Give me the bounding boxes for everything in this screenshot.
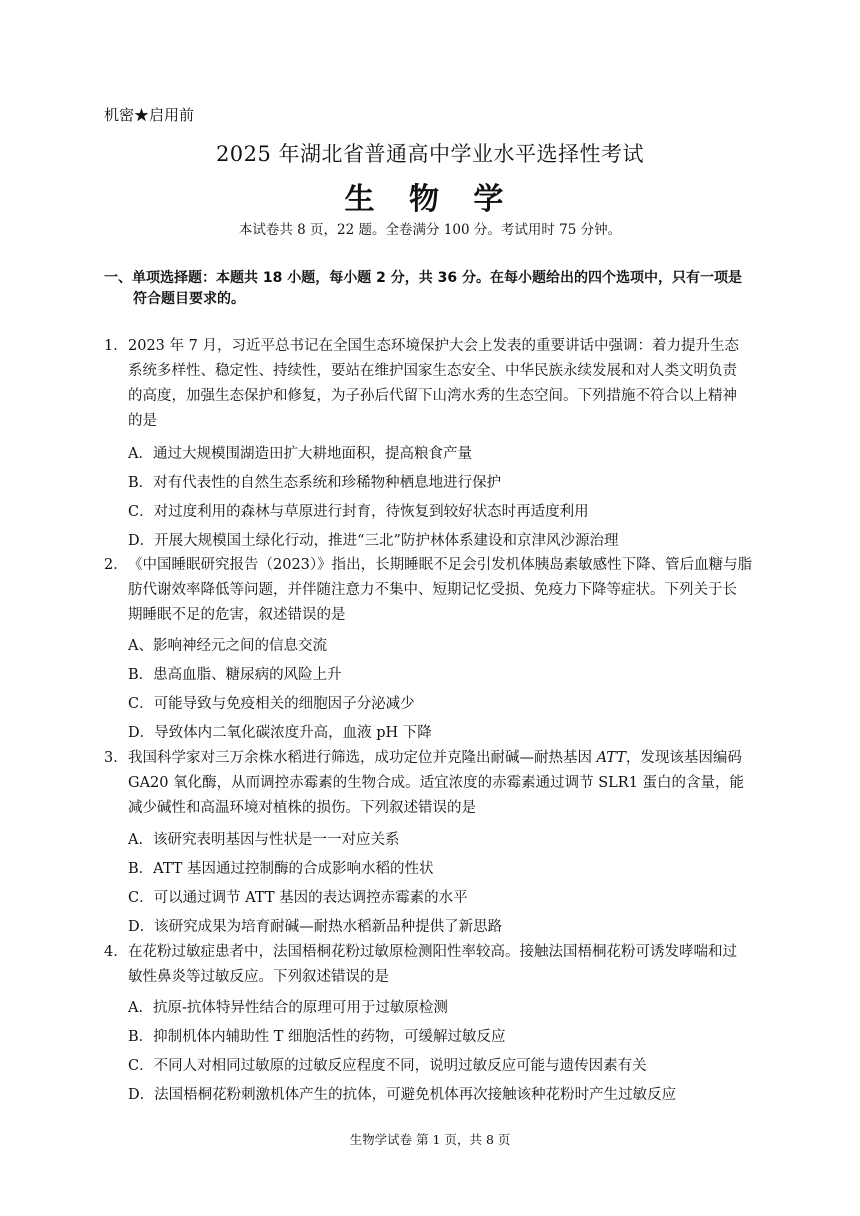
confidential-label: 机密★启用前 [104,106,195,124]
question-4-option-a: A．抗原-抗体特异性结合的原理可用于过敏原检测 [128,1000,448,1016]
question-3-line: 减少碱性和高温环境对植株的损伤。下列叙述错误的是 [128,800,476,816]
question-3-option-c: C．可以通过调节 ATT 基因的表达调控赤霉素的水平 [128,890,468,906]
exam-info: 本试卷共 8 页，22 题。全卷满分 100 分。考试用时 75 分钟。 [238,222,622,238]
question-3-number: 3． [104,750,128,766]
section-heading-line2: 符合题目要求的。 [133,291,245,307]
question-2-option-a: A、影响神经元之间的信息交流 [128,638,327,654]
subject-title: 生 物 学 [344,182,516,217]
gene-name-att: ATT [596,750,626,766]
question-2-option-c: C．可能导致与免疫相关的细胞因子分泌减少 [128,696,415,712]
question-1-option-d: D．开展大规模国土绿化行动，推进“三北”防护林体系建设和京津风沙源治理 [128,533,619,549]
question-4-option-b: B．抑制机体内辅助性 T 细胞活性的药物，可缓解过敏反应 [128,1029,506,1045]
question-2-option-b: B．患高血脂、糖尿病的风险上升 [128,667,342,683]
question-3-option-b: B．ATT 基因通过控制酶的合成影响水稻的性状 [128,861,434,877]
question-4-option-c: C．不同人对相同过敏原的过敏反应程度不同，说明过敏反应可能与遗传因素有关 [128,1058,647,1074]
question-4-option-d: D．法国梧桐花粉刺激机体产生的抗体，可避免机体再次接触该种花粉时产生过敏反应 [128,1087,677,1103]
question-1-option-b: B．对有代表性的自然生态系统和珍稀物种栖息地进行保护 [128,475,502,491]
question-1-number: 1． [104,338,128,354]
page-footer: 生物学试卷 第 1 页，共 8 页 [349,1132,511,1147]
question-2-option-d: D．导致体内二氧化碳浓度升高，血液 pH 下降 [128,725,432,741]
question-2-line: 期睡眠不足的危害，叙述错误的是 [128,607,346,623]
question-2-line: 《中国睡眠研究报告（2023）》指出，长期睡眠不足会引发机体胰岛素敏感性下降、管后血糖与脂 [128,557,753,573]
section-heading-line1: 一、单项选择题：本题共 18 小题，每小题 2 分，共 36 分。在每小题给出的四个选项中，只有一项是 [104,270,742,286]
question-1-line: 2023 年 7 月，习近平总书记在全国生态环境保护大会上发表的重要讲话中强调：着力提升生态 [128,338,739,354]
question-3-option-a: A．该研究表明基因与性状是一一对应关系 [128,832,400,848]
question-3-option-d: D．该研究成果为培育耐碱—耐热水稻新品种提供了新思路 [128,919,503,935]
question-1-option-c: C．对过度利用的森林与草原进行封育，待恢复到较好状态时再适度利用 [128,504,589,520]
question-3-line: 我国科学家对三万余株水稻进行筛选，成功定位并克隆出耐碱—耐热基因 ATT，发现该基因编码 [128,750,742,766]
question-3-line: GA20 氧化酶，从而调控赤霉素的生物合成。适宜浓度的赤霉素通过调节 SLR1 蛋白的含量，能 [128,775,745,791]
question-1-option-a: A．通过大规模围湖造田扩大耕地面积，提高粮食产量 [128,446,472,462]
question-1-line: 系统多样性、稳定性、持续性，要站在维护国家生态安全、中华民族永续发展和对人类文明负责 [128,363,737,379]
section-heading [104,268,764,310]
question-4-line: 敏性鼻炎等过敏反应。下列叙述错误的是 [128,969,389,985]
question-1-line: 的高度，加强生态保护和修复，为子孙后代留下山湾水秀的生态空间。下列措施不符合以上精神 [128,388,737,404]
question-2-number: 2． [104,557,128,573]
question-4-line: 在花粉过敏症患者中，法国梧桐花粉过敏原检测阳性率较高。接触法国梧桐花粉可诱发哮喘和过 [128,944,737,960]
exam-title: 2025 年湖北省普通高中学业水平选择性考试 [215,142,645,166]
question-4-number: 4． [104,944,128,960]
question-1-line: 的是 [128,413,157,429]
question-2-line: 肪代谢效率降低等问题，并伴随注意力不集中、短期记忆受损、免疫力下降等症状。下列关于长 [128,582,737,598]
